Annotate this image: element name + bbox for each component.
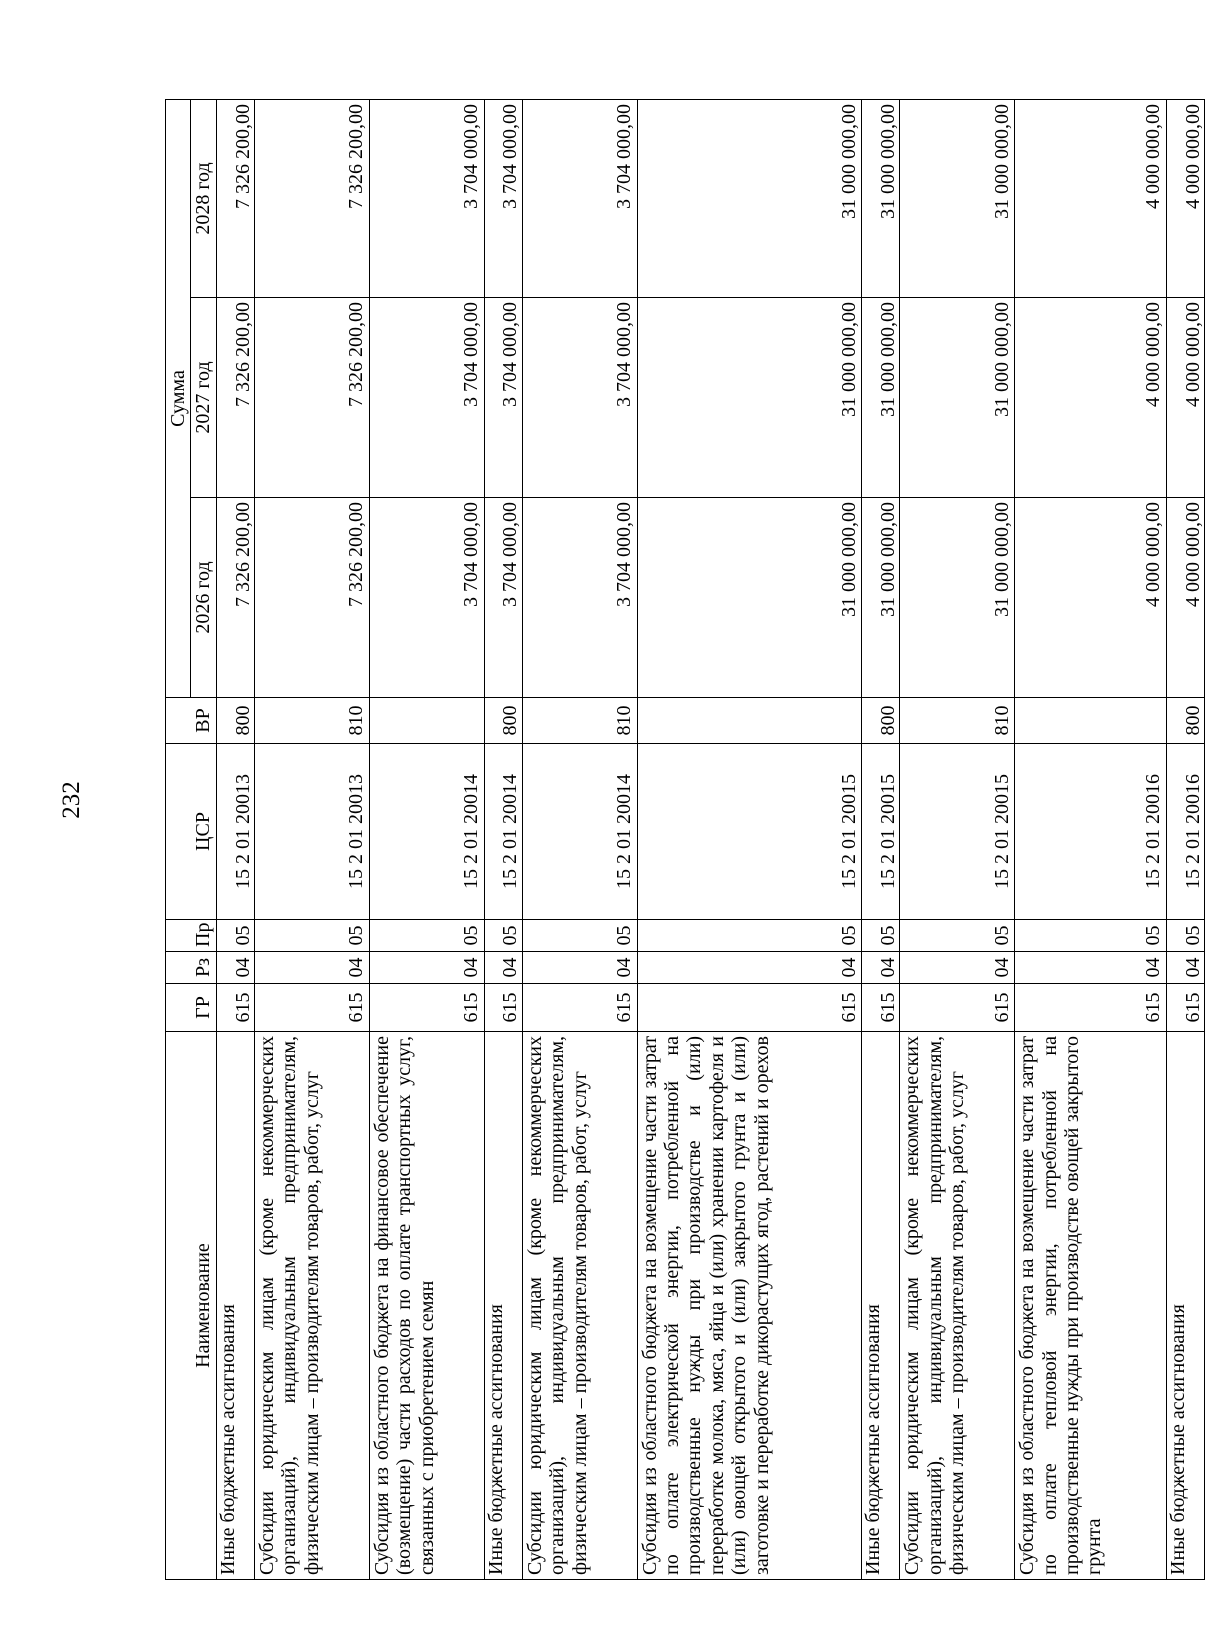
table-body [216, 99, 1204, 1579]
row-name: Иные бюджетные ассигнования [1166, 1032, 1204, 1580]
row-vr: 800 [484, 698, 522, 744]
row-vr: 800 [1166, 698, 1204, 744]
row-amount-2028: 3 704 000,00 [522, 99, 637, 297]
row-amount-2028: 4 000 000,00 [1015, 99, 1166, 297]
header-year-2026: 2026 год [191, 498, 216, 698]
row-pr: 05 [369, 920, 484, 952]
row-gr: 615 [369, 984, 484, 1032]
row-amount-2026: 31 000 000,00 [637, 498, 862, 698]
row-gr: 615 [1166, 984, 1204, 1032]
table-row [216, 99, 254, 1579]
row-csr: 15 2 01 20014 [522, 744, 637, 920]
table-row [900, 99, 1015, 1579]
row-amount-2026: 31 000 000,00 [862, 498, 900, 698]
row-amount-2027: 3 704 000,00 [484, 298, 522, 498]
row-csr: 15 2 01 20013 [255, 744, 370, 920]
row-vr: 810 [900, 698, 1015, 744]
row-name: Иные бюджетные ассигнования [216, 1032, 254, 1580]
row-name: Субсидии юридическим лицам (кроме некоммерческих организаций), индивидуальным предпринимателям, физическим лицам – производителям товаров, работ, услуг [255, 1032, 370, 1580]
row-amount-2028: 7 326 200,00 [255, 99, 370, 297]
table-row [862, 99, 900, 1579]
row-csr: 15 2 01 20015 [900, 744, 1015, 920]
row-csr: 15 2 01 20014 [369, 744, 484, 920]
row-pr: 05 [1015, 920, 1166, 952]
row-amount-2026: 7 326 200,00 [255, 498, 370, 698]
row-gr: 615 [1015, 984, 1166, 1032]
row-pr: 05 [1166, 920, 1204, 952]
row-rz: 04 [484, 952, 522, 984]
row-gr: 615 [522, 984, 637, 1032]
page-number: 232 [58, 781, 85, 819]
row-amount-2027: 31 000 000,00 [637, 298, 862, 498]
row-rz: 04 [637, 952, 862, 984]
row-gr: 615 [216, 984, 254, 1032]
row-rz: 04 [862, 952, 900, 984]
row-amount-2027: 7 326 200,00 [255, 298, 370, 498]
row-gr: 615 [484, 984, 522, 1032]
row-vr: 800 [862, 698, 900, 744]
row-amount-2028: 31 000 000,00 [862, 99, 900, 297]
row-amount-2028: 31 000 000,00 [637, 99, 862, 297]
row-rz: 04 [900, 952, 1015, 984]
row-vr [637, 698, 862, 744]
table-row [637, 99, 862, 1579]
row-pr: 05 [255, 920, 370, 952]
header-gr: ГР [166, 984, 217, 1032]
row-vr [369, 698, 484, 744]
row-rz: 04 [1166, 952, 1204, 984]
row-amount-2026: 3 704 000,00 [522, 498, 637, 698]
row-csr: 15 2 01 20013 [216, 744, 254, 920]
row-vr: 810 [255, 698, 370, 744]
row-amount-2026: 3 704 000,00 [369, 498, 484, 698]
table-row [1015, 99, 1166, 1579]
rotated-table-wrapper [165, 100, 1205, 1580]
row-amount-2027: 31 000 000,00 [862, 298, 900, 498]
header-name: Наименование [166, 1032, 217, 1580]
row-gr: 615 [900, 984, 1015, 1032]
table-header [166, 99, 217, 1579]
row-name: Субсидия из областного бюджета на возмещение части затрат по оплате электрической энергии, потребленной на производственные нужды при производстве и (или) переработке молока, мяса, яйца и (или) хранении картофеля и (или) овощей открытого и (или) закрытого грунта и (или) заготовке и переработке дикорастущих ягод, растений и орехов [637, 1032, 862, 1580]
row-vr [1015, 698, 1166, 744]
budget-table [165, 99, 1205, 1580]
header-csr: ЦСР [166, 744, 217, 920]
row-rz: 04 [369, 952, 484, 984]
row-vr: 800 [216, 698, 254, 744]
header-year-2028: 2028 год [191, 99, 216, 297]
table-row [522, 99, 637, 1579]
header-sum: Сумма [166, 99, 191, 697]
row-pr: 05 [862, 920, 900, 952]
row-name: Субсидия из областного бюджета на возмещение части затрат по оплате тепловой энергии, потребленной на производственные нужды при производстве овощей закрытого грунта [1015, 1032, 1166, 1580]
row-pr: 05 [484, 920, 522, 952]
table-row [484, 99, 522, 1579]
row-amount-2027: 31 000 000,00 [900, 298, 1015, 498]
row-name: Иные бюджетные ассигнования [484, 1032, 522, 1580]
row-amount-2028: 31 000 000,00 [900, 99, 1015, 297]
row-name: Субсидии юридическим лицам (кроме некоммерческих организаций), индивидуальным предпринимателям, физическим лицам – производителям товаров, работ, услуг [522, 1032, 637, 1580]
row-amount-2027: 4 000 000,00 [1166, 298, 1204, 498]
row-csr: 15 2 01 20014 [484, 744, 522, 920]
row-amount-2026: 4 000 000,00 [1015, 498, 1166, 698]
row-name: Субсидия из областного бюджета на финансовое обеспечение (возмещение) части расходов по оплате транспортных услуг, связанных с приобретением семян [369, 1032, 484, 1580]
row-rz: 04 [255, 952, 370, 984]
row-amount-2026: 4 000 000,00 [1166, 498, 1204, 698]
row-amount-2028: 3 704 000,00 [484, 99, 522, 297]
row-csr: 15 2 01 20016 [1015, 744, 1166, 920]
row-name: Субсидии юридическим лицам (кроме некоммерческих организаций), индивидуальным предпринимателям, физическим лицам – производителям товаров, работ, услуг [900, 1032, 1015, 1580]
row-pr: 05 [522, 920, 637, 952]
row-csr: 15 2 01 20015 [637, 744, 862, 920]
row-amount-2028: 7 326 200,00 [216, 99, 254, 297]
header-rz: Рз [166, 952, 217, 984]
row-amount-2027: 3 704 000,00 [369, 298, 484, 498]
table-row [1166, 99, 1204, 1579]
row-amount-2028: 3 704 000,00 [369, 99, 484, 297]
header-vr: ВР [166, 698, 217, 744]
row-amount-2026: 31 000 000,00 [900, 498, 1015, 698]
budget-table-sheet [165, 100, 1205, 1580]
header-year-2027: 2027 год [191, 298, 216, 498]
table-row [255, 99, 370, 1579]
row-gr: 615 [255, 984, 370, 1032]
row-name: Иные бюджетные ассигнования [862, 1032, 900, 1580]
row-amount-2026: 7 326 200,00 [216, 498, 254, 698]
table-row [369, 99, 484, 1579]
row-amount-2028: 4 000 000,00 [1166, 99, 1204, 297]
row-rz: 04 [1015, 952, 1166, 984]
row-csr: 15 2 01 20016 [1166, 744, 1204, 920]
row-amount-2027: 3 704 000,00 [522, 298, 637, 498]
row-pr: 05 [900, 920, 1015, 952]
row-amount-2026: 3 704 000,00 [484, 498, 522, 698]
row-pr: 05 [216, 920, 254, 952]
row-amount-2027: 7 326 200,00 [216, 298, 254, 498]
row-csr: 15 2 01 20015 [862, 744, 900, 920]
row-gr: 615 [637, 984, 862, 1032]
row-vr: 810 [522, 698, 637, 744]
row-rz: 04 [216, 952, 254, 984]
header-pr: Пр [166, 920, 217, 952]
row-amount-2027: 4 000 000,00 [1015, 298, 1166, 498]
row-pr: 05 [637, 920, 862, 952]
row-gr: 615 [862, 984, 900, 1032]
row-rz: 04 [522, 952, 637, 984]
